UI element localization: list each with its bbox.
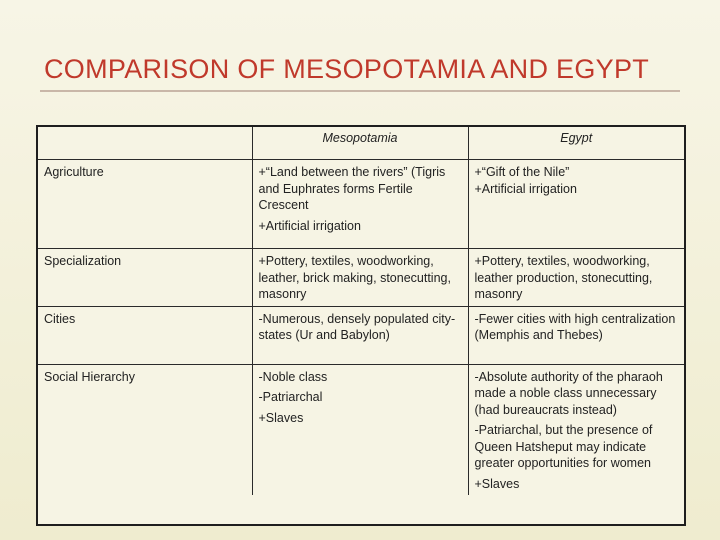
cell-mesopotamia-social-hierarchy bbox=[252, 364, 468, 495]
cell-line: +Artificial irrigation bbox=[258, 218, 361, 233]
cell-mesopotamia-agriculture bbox=[252, 160, 468, 249]
cell-line: +“Gift of the Nile” +Artificial irrigation bbox=[474, 165, 577, 196]
cell-line: -Patriarchal, but the presence of Queen Hatsheput may indicate greater opportunities for women bbox=[474, 423, 653, 470]
cell-line: -Noble class bbox=[258, 369, 328, 384]
cell-line: -Fewer cities with high centralization (Memphis and Thebes) bbox=[474, 311, 676, 342]
row-label-cities: Cities bbox=[38, 306, 252, 364]
cell-egypt-social-hierarchy bbox=[468, 364, 684, 495]
slide-title: COMPARISON OF MESOPOTAMIA AND EGYPT bbox=[44, 54, 650, 84]
cell-egypt-cities bbox=[468, 306, 684, 364]
row-label-specialization: Specialization bbox=[38, 249, 252, 307]
table-header-row bbox=[38, 127, 684, 160]
comparison-table-container bbox=[36, 125, 686, 526]
cell-mesopotamia-cities bbox=[252, 306, 468, 364]
cell-line: +Pottery, textiles, woodworking, leather, brick making, stonecutting, masonry bbox=[258, 254, 451, 301]
table-row bbox=[38, 364, 684, 495]
header-cell-empty bbox=[38, 127, 252, 160]
cell-line: +Pottery, textiles, woodworking, leather production, stonecutting, masonry bbox=[474, 254, 653, 301]
cell-line: -Patriarchal bbox=[258, 390, 323, 404]
cell-line: +Slaves bbox=[258, 410, 304, 425]
title-underline bbox=[40, 90, 680, 92]
row-label-agriculture: Agriculture bbox=[38, 160, 252, 249]
cell-line: -Absolute authority of the pharaoh made a noble class unnecessary (had bureaucrats instead) bbox=[474, 369, 663, 417]
cell-egypt-agriculture bbox=[468, 160, 684, 249]
comparison-table bbox=[38, 127, 684, 495]
table-row bbox=[38, 160, 684, 249]
row-label-social-hierarchy: Social Hierarchy bbox=[38, 364, 252, 495]
cell-line: -Numerous, densely populated city-states (Ur and Babylon) bbox=[258, 311, 456, 342]
table-row bbox=[38, 249, 684, 307]
table-row bbox=[38, 306, 684, 364]
cell-egypt-specialization bbox=[468, 249, 684, 307]
cell-line: +“Land between the rivers” (Tigris and Euphrates forms Fertile Crescent bbox=[258, 165, 446, 212]
header-cell-egypt: Egypt bbox=[468, 127, 684, 160]
cell-mesopotamia-specialization bbox=[252, 249, 468, 307]
header-cell-mesopotamia: Mesopotamia bbox=[252, 127, 468, 160]
cell-line: +Slaves bbox=[474, 476, 520, 491]
